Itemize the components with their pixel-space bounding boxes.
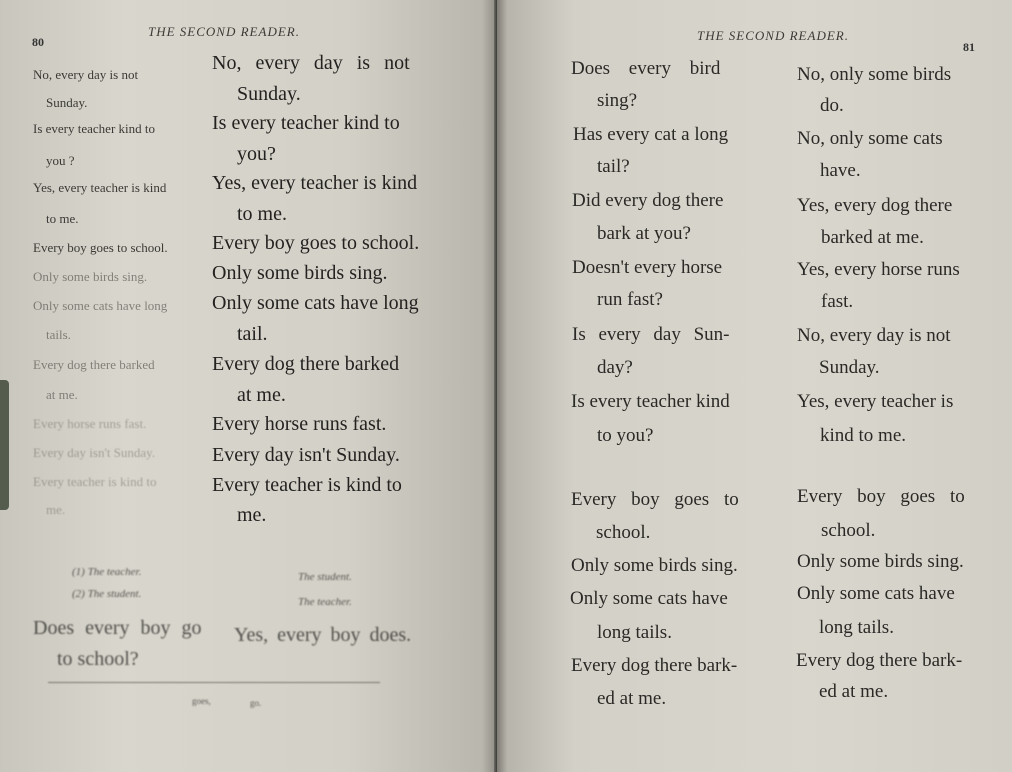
statement-line: long tails.: [597, 622, 672, 643]
large-line: Only some birds sing.: [212, 262, 388, 284]
large-line: Is every teacher kind to: [212, 112, 400, 134]
statement-line: ed at me.: [819, 681, 889, 702]
question-line: day?: [597, 357, 633, 378]
small-line: Every boy goes to school.: [33, 240, 168, 255]
statement-line: school.: [596, 522, 651, 543]
role-label: (1) The teacher.: [72, 566, 142, 578]
footnote-word: go.: [250, 698, 262, 708]
small-line: to me.: [46, 211, 79, 226]
right-page: [497, 0, 1012, 772]
role-label: The teacher.: [298, 596, 352, 608]
statement-line: Only some birds sing.: [797, 551, 964, 572]
question-line: run fast?: [597, 289, 663, 310]
answer-line: do.: [820, 95, 844, 116]
large-line: Every boy goes to school.: [212, 232, 420, 254]
large-line: Yes, every teacher is kind: [212, 172, 418, 194]
footnote-word: goes,: [192, 696, 211, 706]
question-line: Did every dog there: [572, 190, 724, 211]
statement-line: Only some cats have: [797, 583, 955, 604]
small-line: Only some birds sing.: [33, 269, 148, 284]
left-page-header: THE SECOND READER.: [148, 24, 300, 39]
statement-line: Every dog there bark-: [571, 655, 738, 676]
large-line: Every teacher is kind to: [212, 474, 402, 496]
small-line: Every teacher is kind to: [33, 474, 157, 489]
answer-line: No, every day is not: [797, 325, 951, 346]
question-line: to you?: [597, 425, 654, 446]
answer-line: barked at me.: [821, 227, 924, 248]
large-line: Sunday.: [237, 83, 301, 105]
role-label: (2) The student.: [72, 588, 142, 600]
page-edge-mark: [0, 380, 9, 510]
large-line: to me.: [237, 203, 287, 225]
large-line: you?: [237, 143, 276, 165]
small-line: Sunday.: [46, 95, 88, 110]
small-line: Every day isn't Sunday.: [33, 445, 156, 460]
large-line: tail.: [237, 323, 268, 345]
large-line: Every day isn't Sunday.: [212, 444, 400, 466]
small-line: at me.: [46, 387, 78, 402]
dialog-question: to school?: [57, 648, 139, 670]
role-label: The student.: [298, 571, 352, 583]
question-line: Doesn't every horse: [572, 257, 723, 278]
large-line: at me.: [237, 384, 286, 406]
answer-line: have.: [820, 160, 861, 181]
question-line: bark at you?: [597, 223, 691, 244]
answer-line: No, only some birds: [797, 64, 952, 85]
small-line: Yes, every teacher is kind: [33, 180, 167, 195]
answer-line: fast.: [821, 291, 854, 312]
large-line: Every dog there barked: [212, 353, 400, 375]
small-line: you ?: [46, 153, 75, 168]
large-line: me.: [237, 504, 267, 526]
statement-line: school.: [821, 520, 876, 541]
dialog-answer: Yes, every boy does.: [234, 624, 412, 646]
statement-line: Only some birds sing.: [571, 555, 738, 576]
statement-line: Every dog there bark-: [796, 650, 963, 671]
small-line: Is every teacher kind to: [33, 121, 156, 136]
small-line: No, every day is not: [33, 67, 139, 82]
answer-line: No, only some cats: [797, 128, 943, 149]
small-line: me.: [46, 502, 66, 517]
large-line: No, every day is not: [212, 52, 410, 74]
left-page: [0, 0, 497, 772]
answer-line: Yes, every horse runs: [797, 259, 960, 280]
dialog-question: Does every boy go: [33, 617, 202, 639]
answer-line: Sunday.: [819, 357, 880, 378]
statement-line: long tails.: [819, 617, 894, 638]
question-line: tail?: [597, 156, 630, 177]
statement-line: Only some cats have: [570, 588, 728, 609]
footnote-rule: [48, 682, 380, 683]
question-line: sing?: [597, 90, 638, 111]
statement-line: Every boy goes to: [797, 486, 965, 507]
answer-line: kind to me.: [820, 425, 907, 446]
question-line: Is every teacher kind: [571, 391, 730, 412]
small-line: Every dog there barked: [33, 357, 155, 372]
statement-line: ed at me.: [597, 688, 667, 709]
left-page-number: 80: [32, 35, 44, 49]
large-line: Only some cats have long: [212, 292, 419, 314]
large-line: Every horse runs fast.: [212, 413, 387, 435]
question-line: Has every cat a long: [573, 124, 729, 145]
answer-line: Yes, every teacher is: [797, 391, 954, 412]
statement-line: Every boy goes to: [571, 489, 739, 510]
question-line: Is every day Sun-: [572, 324, 730, 345]
small-line: Only some cats have long: [33, 298, 168, 313]
small-line: Every horse runs fast.: [33, 416, 147, 431]
right-page-header: THE SECOND READER.: [697, 28, 849, 43]
right-page-number: 81: [963, 40, 975, 54]
answer-line: Yes, every dog there: [797, 195, 953, 216]
question-line: Does every bird: [571, 58, 721, 79]
small-line: tails.: [46, 327, 71, 342]
